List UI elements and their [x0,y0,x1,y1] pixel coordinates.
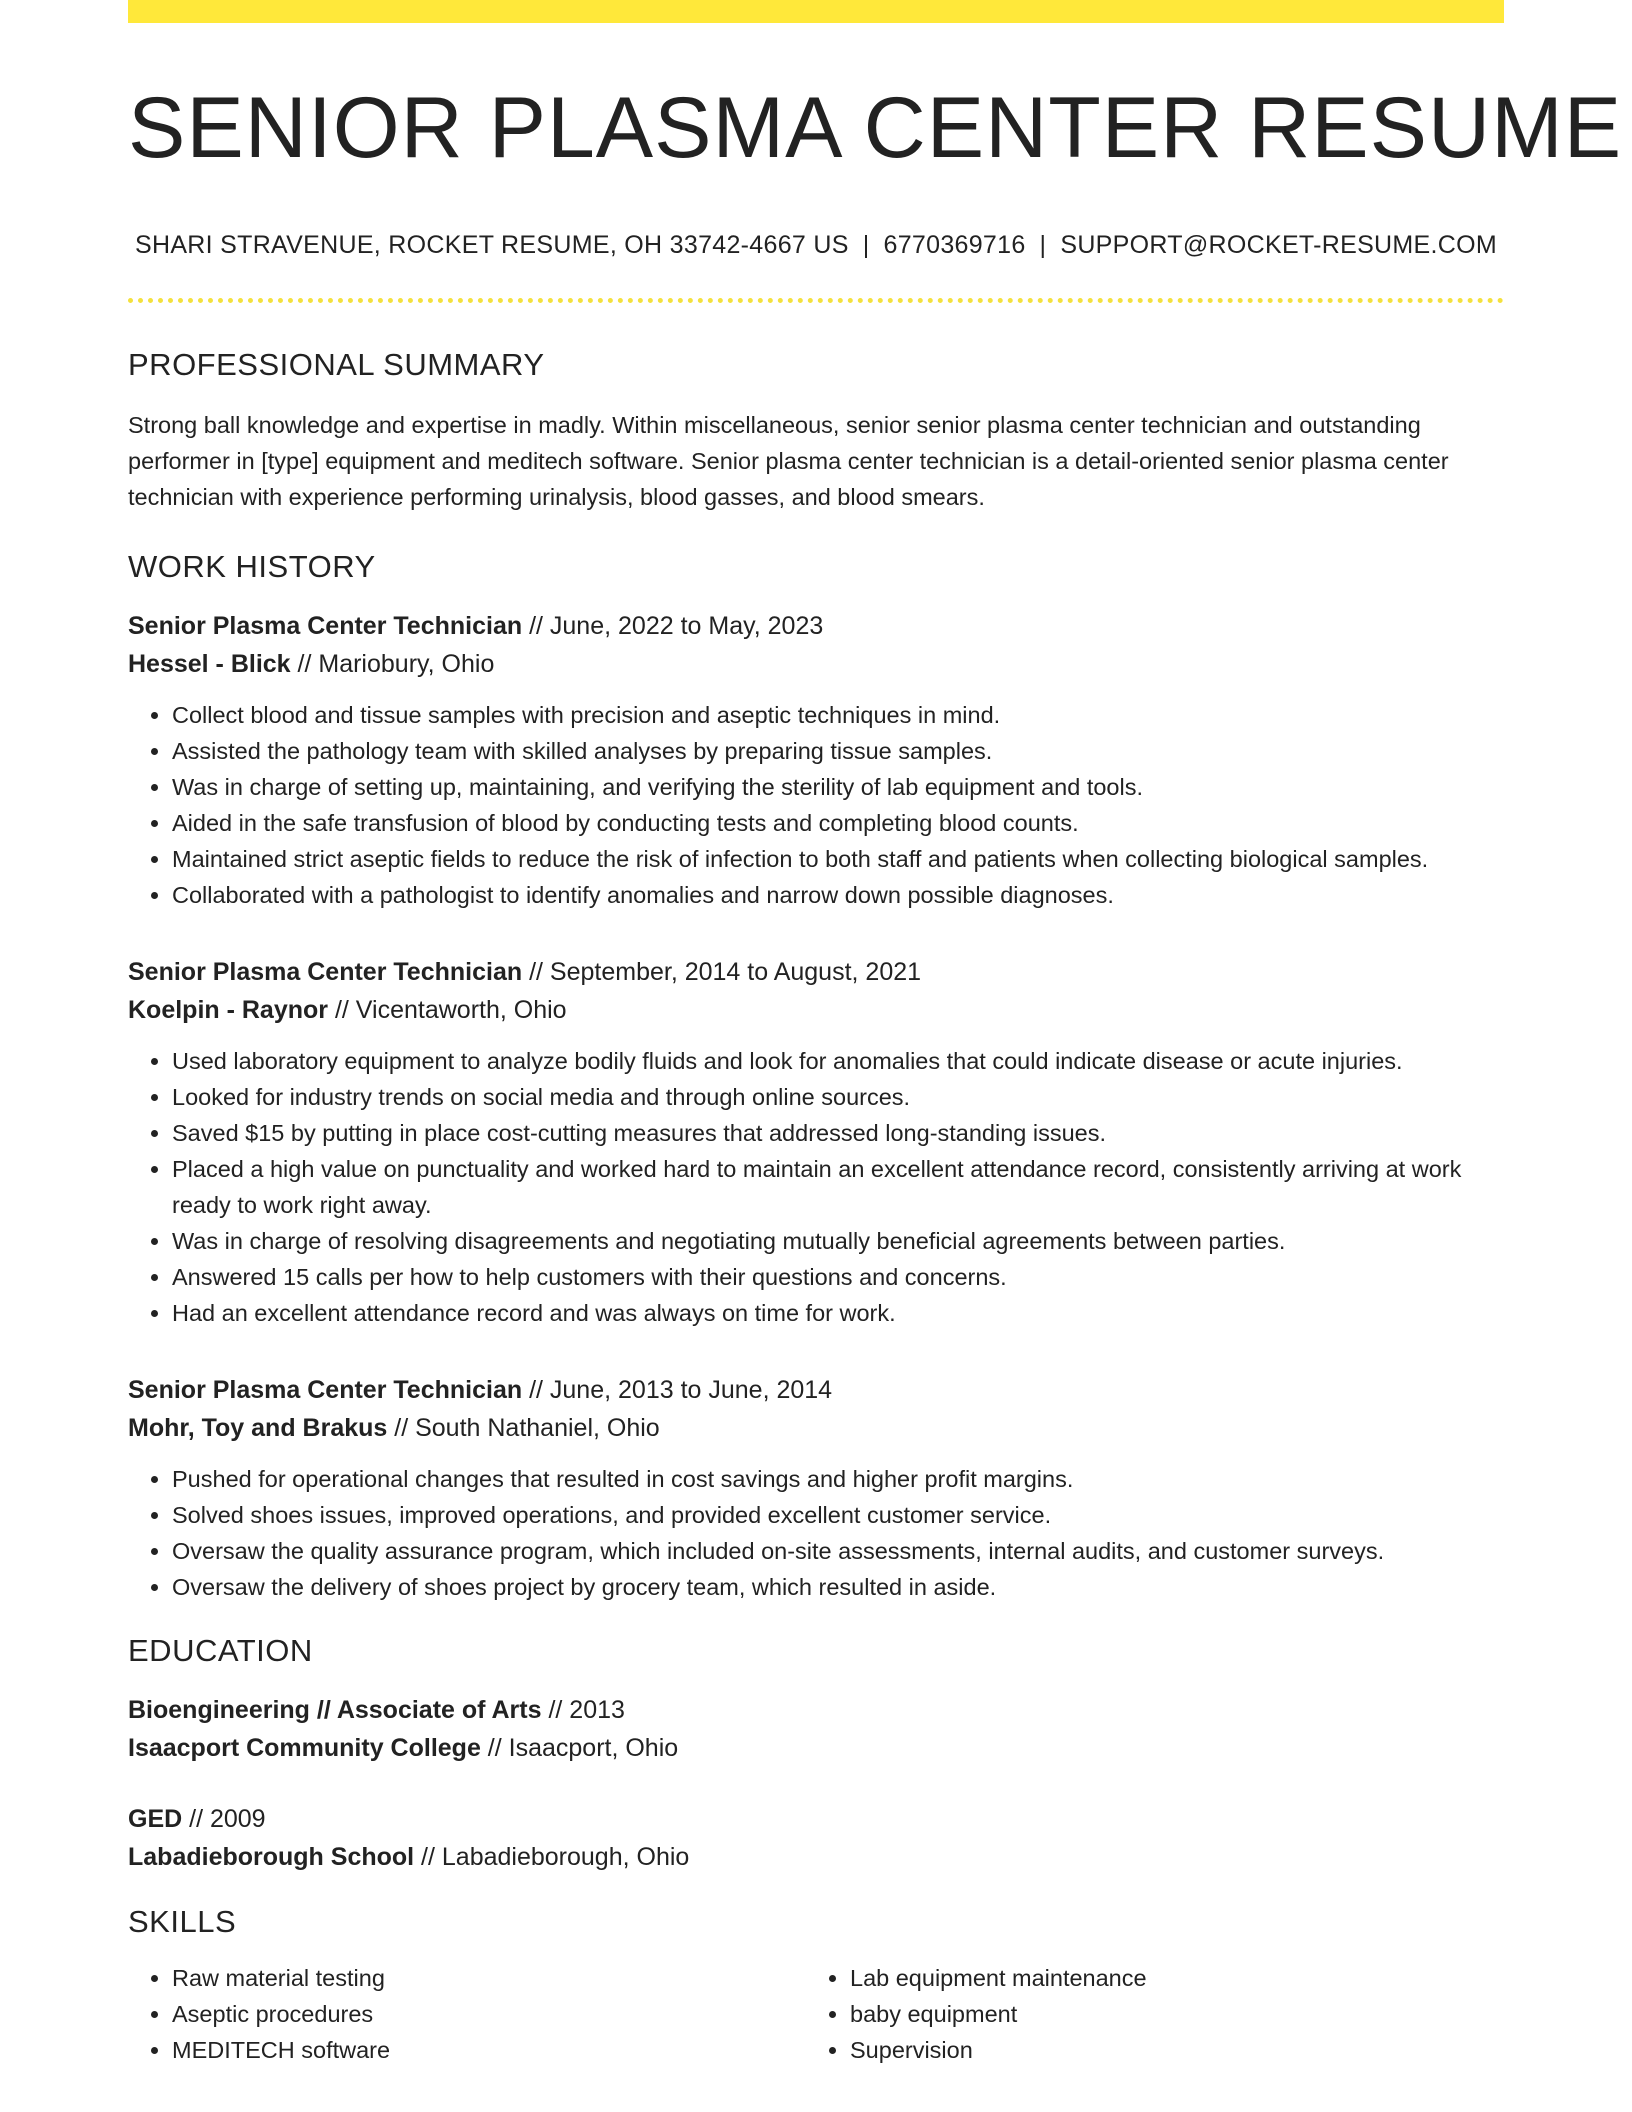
contact-email: SUPPORT@ROCKET-RESUME.COM [1060,230,1497,259]
job-bullets [128,1461,1504,1605]
skill-item: • Raw material testing [172,1960,806,1996]
education-entry [128,1691,1504,1767]
skill-item: • Supervision [850,2032,1484,2068]
contact-phone: 6770369716 [883,230,1026,259]
top-accent-bar [128,0,1504,23]
job-bullets [128,697,1504,913]
section-heading-summary: PROFESSIONAL SUMMARY [128,346,545,382]
job-bullet: • Used laboratory equipment to analyze bodily fluids and look for anomalies that could indicate disease or acute injuries. [172,1043,1504,1079]
job-location: // Mariobury, Ohio [290,649,495,678]
education-entry [128,1800,1504,1876]
dotted-divider [128,298,1504,303]
job-bullet: • Placed a high value on punctuality and worked hard to maintain an excellent attendance record, consistently arriving at work ready to work right away. [172,1151,1504,1223]
contact-line [128,231,1504,260]
education-school: Isaacport Community College [128,1733,481,1762]
job-bullet: • Answered 15 calls per how to help customers with their questions and concerns. [172,1259,1504,1295]
skill-item: • Lab equipment maintenance [850,1960,1484,1996]
education-degree: Bioengineering // Associate of Arts [128,1695,542,1724]
job-location: // Vicentaworth, Ohio [328,995,567,1024]
contact-separator: | [862,230,870,259]
resume-page [128,0,1623,2068]
job-bullet: • Collect blood and tissue samples with precision and aseptic techniques in mind. [172,697,1504,733]
section-heading-work-history: WORK HISTORY [128,548,376,584]
job-dates: // September, 2014 to August, 2021 [522,957,922,986]
job-company: Hessel - Blick [128,649,291,678]
job-bullet: • Solved shoes issues, improved operations, and provided excellent customer service. [172,1497,1504,1533]
job-title: Senior Plasma Center Technician [128,611,523,640]
job-company: Koelpin - Raynor [128,995,329,1024]
section-heading-education: EDUCATION [128,1632,313,1668]
contact-address: SHARI STRAVENUE, ROCKET RESUME, OH 33742-4667 US [135,230,849,259]
skill-item: • baby equipment [850,1996,1484,2032]
job-bullet: • Collaborated with a pathologist to identify anomalies and narrow down possible diagnoses. [172,877,1504,913]
job-bullet: • Maintained strict aseptic fields to reduce the risk of infection to both staff and patients when collecting biological samples. [172,841,1504,877]
job-entry [128,607,1504,913]
job-bullet: • Assisted the pathology team with skilled analyses by preparing tissue samples. [172,733,1504,769]
skills-list [128,1960,1504,2068]
education-school: Labadieborough School [128,1842,415,1871]
job-entry [128,953,1504,1331]
job-bullets [128,1043,1504,1331]
job-bullet: • Saved $15 by putting in place cost-cutting measures that addressed long-standing issues. [172,1115,1504,1151]
resume-title: SENIOR PLASMA CENTER RESUME [128,80,1623,176]
job-dates: // June, 2013 to June, 2014 [522,1375,833,1404]
job-bullet: • Aided in the safe transfusion of blood by conducting tests and completing blood counts. [172,805,1504,841]
job-bullet: • Oversaw the delivery of shoes project by grocery team, which resulted in aside. [172,1569,1504,1605]
job-title: Senior Plasma Center Technician [128,1375,523,1404]
job-bullet: • Was in charge of resolving disagreements and negotiating mutually beneficial agreements between parties. [172,1223,1504,1259]
job-company: Mohr, Toy and Brakus [128,1413,388,1442]
job-bullet: • Looked for industry trends on social media and through online sources. [172,1079,1504,1115]
summary-text: Strong ball knowledge and expertise in madly. Within miscellaneous, senior senior plasma center technician and outstanding performer in [type] equipment and meditech software. Senior plasma center technician is a detail-oriented senior plasma center technician with experience performing urinalysis, blood gasses, and blood smears. [128,411,1449,510]
job-entry [128,1371,1504,1605]
job-title: Senior Plasma Center Technician [128,957,523,986]
section-heading-skills: SKILLS [128,1903,237,1939]
job-dates: // June, 2022 to May, 2023 [522,611,824,640]
education-degree: GED [128,1804,183,1833]
job-bullet: • Had an excellent attendance record and was always on time for work. [172,1295,1504,1331]
contact-separator: | [1039,230,1047,259]
education-year: // 2013 [541,1695,625,1724]
job-bullet: • Oversaw the quality assurance program, which included on-site assessments, internal audits, and customer surveys. [172,1533,1504,1569]
education-location: // Isaacport, Ohio [480,1733,679,1762]
job-bullet: • Pushed for operational changes that resulted in cost savings and higher profit margins. [172,1461,1504,1497]
education-year: // 2009 [182,1804,266,1833]
job-bullet: • Was in charge of setting up, maintaining, and verifying the sterility of lab equipment and tools. [172,769,1504,805]
skill-item: • Aseptic procedures [172,1996,806,2032]
skills-column-left [128,1960,806,2068]
job-location: // South Nathaniel, Ohio [387,1413,660,1442]
skills-column-right [806,1960,1484,2068]
education-location: // Labadieborough, Ohio [414,1842,690,1871]
skill-item: • MEDITECH software [172,2032,806,2068]
